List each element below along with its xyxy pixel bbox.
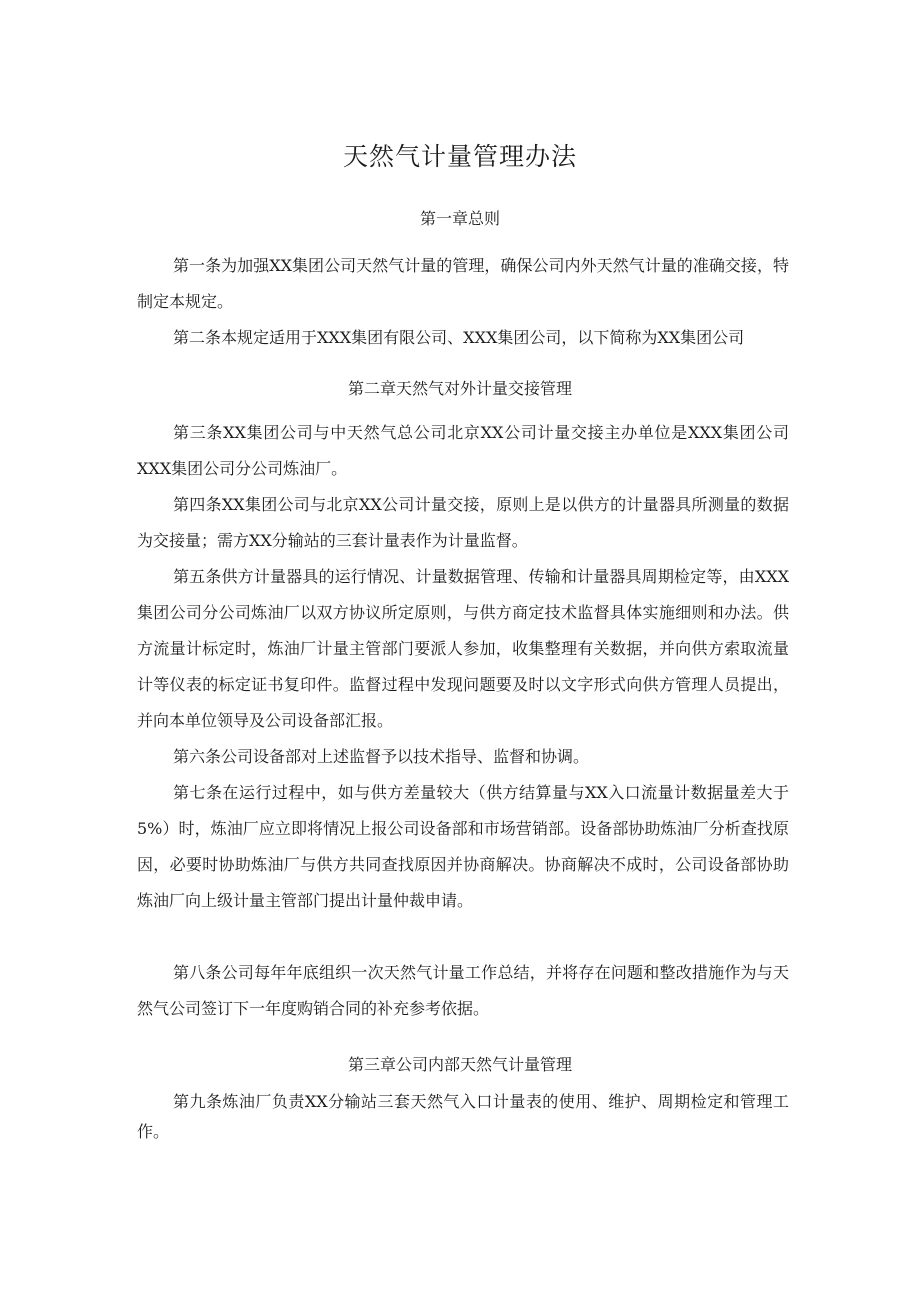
article-7: 第七条在运行过程中，如与供方差量较大（供方结算量与XX入口流量计数据量差大于5%）时，炼油厂应立即将情况上报公司设备部和市场营销部。设备部协助炼油厂分析查找原因，必要时协助炼油厂与供方共同查找原因并协商解决。协商解决不成时，公司设备部协助炼油厂向上级计量主管部门提出计量仲裁申请。 xyxy=(137,783,789,910)
article-8: 第八条公司每年年底组织一次天然气计量工作总结，并将存在问题和整改措施作为与天然气公司签订下一年度购销合同的补充参考依据。 xyxy=(137,963,789,1018)
article-5: 第五条供方计量器具的运行情况、计量数据管理、传输和计量器具周期检定等，由XXX集团公司分公司炼油厂以双方协议所定原则，与供方商定技术监督具体实施细则和办法。供方流量计标定时，炼油厂计量主管部门要派人参加，收集整理有关数据，并向供方索取流量计等仪表的标定证书复印件。监督过程中发现问题要及时以文字形式向供方管理人员提出，并向本单位领导及公司设备部汇报。 xyxy=(137,567,789,730)
article-9: 第九条炼油厂负责XX分输站三套天然气入口计量表的使用、维护、周期检定和管理工作。 xyxy=(137,1092,789,1141)
article-4: 第四条XX集团公司与北京XX公司计量交接，原则上是以供方的计量器具所测量的数据为交接量；需方XX分输站的三套计量表作为计量监督。 xyxy=(137,495,789,550)
article-6: 第六条公司设备部对上述监督予以技术指导、监督和协调。 xyxy=(173,747,590,766)
chapter-heading-1: 第一章总则 xyxy=(419,209,500,228)
article-1: 第一条为加强XX集团公司天然气计量的管理，确保公司内外天然气计量的准确交接，特制定本规定。 xyxy=(137,256,789,311)
article-3: 第三条XX集团公司与中天然气总公司北京XX公司计量交接主办单位是XXX集团公司XXX集团公司分公司炼油厂。 xyxy=(137,423,789,478)
chapter-heading-2: 第二章天然气对外计量交接管理 xyxy=(347,379,572,398)
document-title: 天然气计量管理办法 xyxy=(342,142,577,171)
article-2: 第二条本规定适用于XXX集团有限公司、XXX集团公司，以下简称为XX集团公司 xyxy=(173,328,745,347)
chapter-heading-3: 第三章公司内部天然气计量管理 xyxy=(347,1055,572,1074)
